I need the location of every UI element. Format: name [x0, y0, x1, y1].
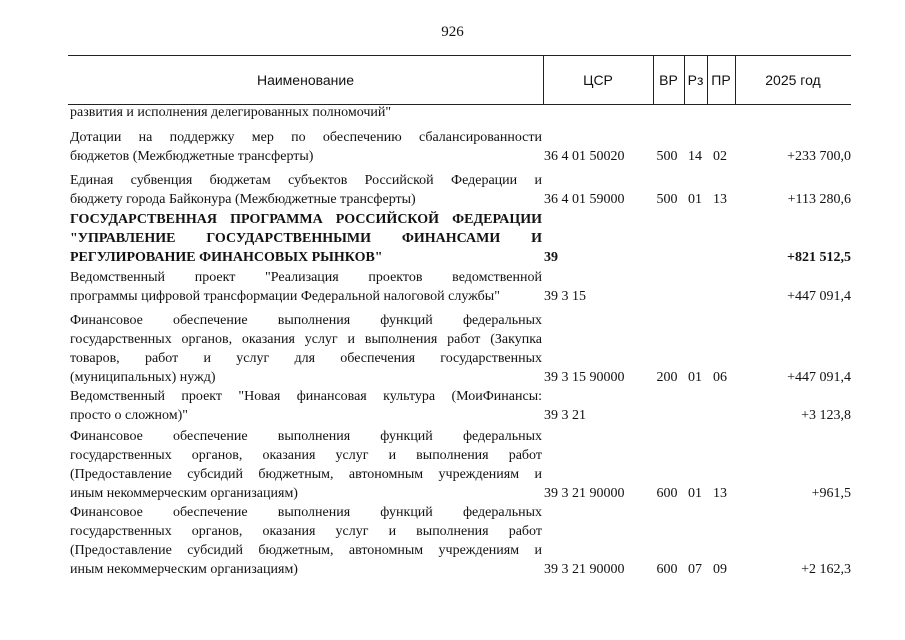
row-amount: +2 162,3 [801, 562, 851, 577]
row-rz: 01 [688, 370, 702, 385]
row-name-line: программы цифровой трансформации Федеральной налоговой службы" [70, 289, 500, 304]
row-name-line: развития и исполнения делегированных полномочий" [70, 105, 392, 120]
header-year: 2025 год [765, 72, 821, 88]
row-vr: 200 [656, 370, 678, 385]
header-vr: ВР [659, 72, 678, 88]
header-pr: ПР [711, 72, 731, 88]
row-rz: 14 [688, 149, 702, 164]
row-name [70, 268, 542, 306]
row-name-line: просто о сложном)" [70, 408, 188, 423]
row-amount: +821 512,5 [787, 250, 851, 265]
row-pr: 02 [713, 149, 727, 164]
row-name-line: государственных органов, оказания услуг и выполнения работ [70, 448, 542, 463]
row-name-line: Единая субвенция бюджетам субъектов Российской Федерации и [70, 173, 542, 188]
row-csr: 36 4 01 59000 [544, 192, 625, 207]
row-csr: 39 3 15 [544, 289, 586, 304]
header-csr: ЦСР [583, 72, 613, 88]
row-name-line: РЕГУЛИРОВАНИЕ ФИНАНСОВЫХ РЫНКОВ" [70, 250, 383, 265]
row-pr: 13 [713, 486, 727, 501]
row-amount: +233 700,0 [787, 149, 851, 164]
row-name [70, 387, 542, 425]
row-pr: 13 [713, 192, 727, 207]
row-amount: +447 091,4 [787, 370, 851, 385]
table-header [68, 55, 851, 105]
row-csr: 36 4 01 50020 [544, 149, 625, 164]
header-name: Наименование [256, 72, 355, 88]
row-name-line: Финансовое обеспечение выполнения функций федеральных [70, 313, 542, 328]
row-csr: 39 3 15 90000 [544, 370, 625, 385]
row-name-line: ГОСУДАРСТВЕННАЯ ПРОГРАММА РОССИЙСКОЙ ФЕДЕРАЦИИ [70, 212, 542, 227]
row-rz: 01 [688, 486, 702, 501]
row-amount: +447 091,4 [787, 289, 851, 304]
row-name-line: (Предоставление субсидий бюджетным, автономным учреждениям и [70, 543, 542, 558]
row-vr: 600 [656, 562, 678, 577]
header-rz: Рз [687, 72, 704, 88]
row-name-line: Ведомственный проект "Реализация проектов ведомственной [70, 270, 542, 285]
row-vr: 600 [656, 486, 678, 501]
row-csr: 39 [544, 250, 558, 265]
row-name [70, 103, 542, 122]
row-csr: 39 3 21 [544, 408, 586, 423]
row-amount: +961,5 [811, 486, 851, 501]
row-name-line: "УПРАВЛЕНИЕ ГОСУДАРСТВЕННЫМИ ФИНАНСАМИ И [70, 231, 542, 246]
row-name-line: Финансовое обеспечение выполнения функций федеральных [70, 429, 542, 444]
row-name-line: (Предоставление субсидий бюджетным, автономным учреждениям и [70, 467, 542, 482]
row-name-line: бюджету города Байконура (Межбюджетные трансферты) [70, 192, 416, 207]
row-name [70, 128, 542, 166]
row-name-line: Финансовое обеспечение выполнения функций федеральных [70, 505, 542, 520]
row-rz: 01 [688, 192, 702, 207]
row-pr: 06 [713, 370, 727, 385]
row-rz: 07 [688, 562, 702, 577]
row-vr: 500 [656, 192, 678, 207]
row-csr: 39 3 21 90000 [544, 562, 625, 577]
row-vr: 500 [656, 149, 678, 164]
row-pr: 09 [713, 562, 727, 577]
row-name-line: иным некоммерческим организациям) [70, 486, 298, 501]
row-name [70, 210, 542, 267]
row-amount: +113 280,6 [787, 192, 851, 207]
row-name [70, 171, 542, 209]
row-name-line: иным некоммерческим организациям) [70, 562, 298, 577]
row-name-line: бюджетов (Межбюджетные трансферты) [70, 149, 314, 164]
row-amount: +3 123,8 [801, 408, 851, 423]
row-csr: 39 3 21 90000 [544, 486, 625, 501]
row-name [70, 311, 542, 387]
row-name-line: Дотации на поддержку мер по обеспечению сбалансированности [70, 130, 542, 145]
row-name-line: государственных органов, оказания услуг и выполнения работ (Закупка [70, 332, 542, 347]
row-name [70, 503, 542, 579]
row-name-line: (муниципальных) нужд) [70, 370, 216, 385]
row-name-line: Ведомственный проект "Новая финансовая культура (МоиФинансы: [70, 389, 542, 404]
row-name-line: товаров, работ и услуг для обеспечения государственных [70, 351, 542, 366]
row-name-line: государственных органов, оказания услуг и выполнения работ [70, 524, 542, 539]
row-name [70, 427, 542, 503]
page-number: 926 [441, 24, 464, 40]
